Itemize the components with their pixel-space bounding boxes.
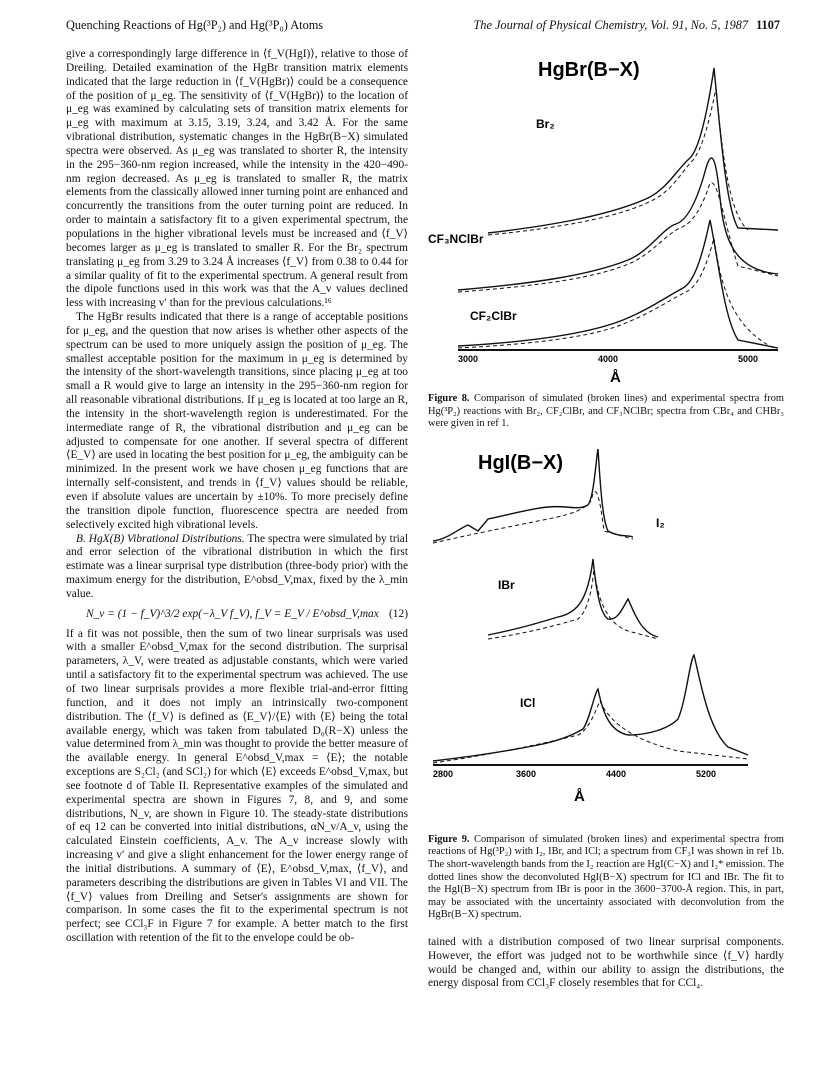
trace-label-i2: I₂ bbox=[656, 515, 665, 530]
figure-8-plot bbox=[428, 48, 784, 388]
spectrum-cf3nclbr-sim bbox=[458, 183, 778, 292]
page-number: 1107 bbox=[756, 18, 780, 32]
left-column bbox=[66, 48, 408, 946]
trace-label-cf3nclbr: CF₃NClBr bbox=[428, 232, 484, 246]
paragraph-3-text: The spectra were simulated by trial and error selection of the vibrational distribution in which the first estimate was a linear surprisal type distribution (three-body prior) with the maximum energy for the distribution, E^obsd_V,max, fixed by the λ_min value. bbox=[66, 532, 408, 600]
figure-9-title: HgI(B−X) bbox=[478, 451, 563, 474]
equation-body: N_v = (1 − f_V)^3/2 exp(−λ_V f_V), f_V = E_V / E^obsd_V,max bbox=[86, 607, 379, 620]
figure-8 bbox=[428, 48, 784, 431]
spectrum-cf3nclbr-exp bbox=[458, 158, 778, 290]
fig8-tick-4000: 4000 bbox=[598, 354, 619, 364]
fig9-tick-4400: 4400 bbox=[606, 768, 627, 779]
header-left: Quenching Reactions of Hg(³P₂) and Hg(³P₀) Atoms bbox=[66, 18, 324, 32]
fig9-tick-3600: 3600 bbox=[516, 768, 537, 779]
figure-8-title: HgBr(B−X) bbox=[538, 59, 640, 81]
running-header bbox=[66, 18, 780, 36]
paragraph-1: give a correspondingly large difference in ⟨f_V(HgI)⟩, relative to those of Dreiling. Detailed examination of the HgBr transition matrix elements indicated that the large reduction in ⟨f_V(HgBr)⟩ could be a consequence of the position of μ_eg. The sensitivity of ⟨f_V(HgBr)⟩ to the location of μ_eg was examined by calculating sets of transition matrix elements for μ_eg with maximum at 3.15, 3.19, 3.24, and 3.42 Å. For the same vibrational distribution, systematic changes in the HgBr(B−X) simulated spectra were observed. As μ_eg was translated to shorter R, the intensity in the 295−360-nm region increased, while the intensity in the 420−490-nm region decreased. As μ_eg is translated to smaller R, the matrix elements from the classically allowed inner turning point are enhanced and concurrently the transitions from the outer turning point are reduced. In order to maintain a satisfactory fit to a given experimental spectrum, the populations in the higher vibrational levels must be increased and ⟨f_V⟩ becomes larger as μ_eg is translated to smaller R. For the Br₂ spectrum translating μ_eg from 3.29 to 3.24 Å increases ⟨f_V⟩ from 0.38 to 0.44 for a similar quality of fit to the experimental spectrum. A general result from the dipole functions used in this work was that the A_v values declined less with increasing v′ than for the previous calculations.¹⁶ bbox=[66, 48, 408, 310]
fig9-tick-5200: 5200 bbox=[696, 768, 717, 779]
paragraph-2: The HgBr results indicated that there is a range of acceptable positions for μ_eg, and the question that now arises is whether other aspects of the spectrum can be used to more uniquely assign the position of μ_eg. The smallest acceptable position for the maximum in μ_eg is determined by the intensity of the short-wavelength transitions, since placing μ_eg at too small a R would give to large an intensity in the 295−360-nm region for all reasonable vibrational distributions. If μ_eg is located at too large an R, the intensity in the short-wavelength region is underestimated. For the intermediate range of R, the vibrational distribution and μ_eg can be adjusted to compensate for one another. If several spectra of different ⟨E_V⟩ are used in locating the best position for μ_eg, the ambiguity can be minimized. In the present work we have chosen μ_eg functions that are internally self-consistent, and trends in ⟨f_V⟩ values should be reliable, even if absolute values are uncertain by ±10%. To more precisely define the transition dipole function, fluorescence spectra are needed from selectively excited high vibrational levels. bbox=[66, 311, 408, 531]
spectrum-ibr-exp bbox=[488, 559, 658, 637]
figure-9-caption-label: Figure 9. bbox=[428, 833, 470, 845]
right-column bbox=[428, 48, 784, 991]
spectrum-cf2clbr-exp bbox=[458, 220, 778, 348]
spectrum-cf2clbr-sim bbox=[458, 238, 778, 350]
spectrum-icl-exp bbox=[433, 655, 748, 761]
paragraph-3 bbox=[66, 533, 408, 602]
journal-citation: The Journal of Physical Chemistry, Vol. 91, No. 5, 1987 bbox=[473, 18, 749, 32]
paragraph-4: If a fit was not possible, then the sum of two linear surprisals was used with a smaller E^obsd_V,max for the second distribution. The surprisal parameters, λ_V, were treated as adjustable constants, which were varied until a satisfactory fit to the experimental spectrum was achieved. The use of two linear surprisals provides a more flexible trial-and-error fitting function, and it does not imply an intrinsically two-component distribution. The ⟨f_V⟩ is defined as ⟨E_V⟩/⟨E⟩ with ⟨E⟩ being the total available energy, which was taken from tabulated D₀(R−X) unless the value determined from λ_min was thought to provide the better measure of the available energy. In general E^obsd_V,max = ⟨E⟩; the notable exceptions are S₂Cl₂ (and SCl₂) for which ⟨E⟩ exceeds E^obsd_V,max, but see footnote d of Table II. Representative examples of the simulated and experimental spectra are shown in Figures 7, 8, and 9, and some distributions, N_v, are shown in Figure 10. The steady-state distributions of eq 12 can be converted into initial distributions, αN_v/A_v, using the calculated Einstein coefficients, A_v. The A_v increase slowly with increasing v′ and give a slight enhancement for the lower energy range of the initial distributions. A summary of ⟨E⟩, E^obsd_V,max, ⟨f_V⟩, and parameters describing the distributions are given in Tables VI and VII. The ⟨f_V⟩ values from Dreiling and Setser's assignments are shown for comparison. In some cases the fit to the experimental spectrum is not perfect; see CCl₃F in Figure 7 for example. A better match to the first oscillation with retention of the fit to the envelope could be ob- bbox=[66, 627, 408, 945]
figure-9-plot bbox=[428, 439, 784, 829]
figure-9 bbox=[428, 439, 784, 922]
figure-9-caption bbox=[428, 834, 784, 922]
fig9-axis-unit: Å bbox=[574, 787, 585, 805]
trace-label-icl: ICl bbox=[520, 695, 536, 710]
fig8-tick-3000: 3000 bbox=[458, 354, 479, 364]
figure-8-caption bbox=[428, 393, 784, 431]
equation-number: (12) bbox=[389, 607, 408, 620]
trace-label-cf2clbr: CF₂ClBr bbox=[470, 309, 517, 323]
header-right bbox=[473, 18, 780, 33]
trace-label-ibr: IBr bbox=[498, 577, 515, 592]
figure-9-caption-text: Comparison of simulated (broken lines) and experimental spectra from reactions of Hg(³P₂) with I₂, IBr, and ICl; a spectrum from CF₃I was shown in ref 1b. The short-wavelength bands from the I₂ reaction are HgI(C−X) and I₂* emission. The dotted lines show the deconvoluted HgI(B−X) spectrum for ICl and IBr. The fit to the HgI(B−X) spectrum from IBr is poor in the 3600−3700-Å region. This, in part, may be associated with the uncertainty associated with deconvolution from the HgBr(B−X) spectrum. bbox=[428, 833, 784, 921]
fig9-tick-2800: 2800 bbox=[433, 768, 454, 779]
fig8-axis-unit: Å bbox=[610, 369, 621, 386]
fig8-tick-5000: 5000 bbox=[738, 354, 759, 364]
figure-8-caption-text: Comparison of simulated (broken lines) and experimental spectra from Hg(³P₂) reactions with Br₂, CF₂ClBr, and CF₃NClBr; spectra from CBr₄ and CHBr₃ were given in ref 1. bbox=[428, 393, 784, 430]
spectrum-i2-sim bbox=[433, 492, 633, 543]
trace-label-br2: Br₂ bbox=[536, 117, 555, 131]
right-column-text: tained with a distribution composed of two linear surprisal components. However, the effort was judged not to be worthwhile since ⟨f_V⟩ hardly would be changed and, within our ability to assign the distributions, the energy disposal from CCl₃F closely resembles that for CCl₄. bbox=[428, 935, 784, 990]
equation-12 bbox=[66, 608, 408, 622]
section-heading: B. HgX(B) Vibrational Distributions. bbox=[76, 532, 245, 545]
figure-8-caption-label: Figure 8. bbox=[428, 393, 470, 404]
